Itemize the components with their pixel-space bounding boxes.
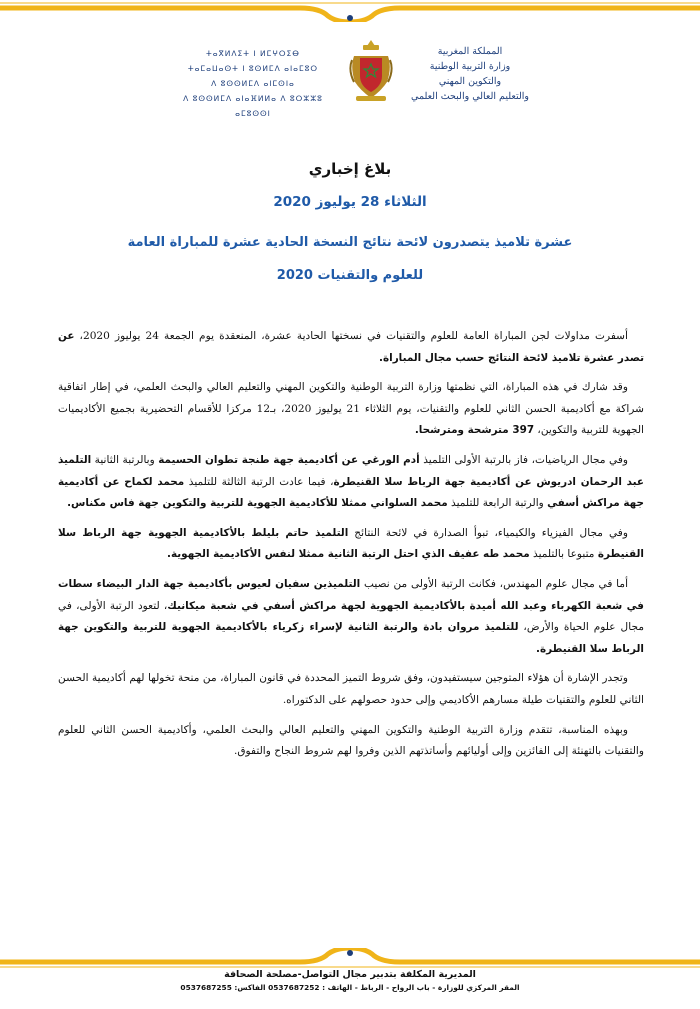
text: وبالرتبة الثانية [91,453,159,466]
tifinagh-line: ⵜⴰⵎⴰⵡⴰⵙⵜ ⵏ ⵓⵙⵍⵎⴷ ⴰⵏⴰⵎⵓⵔ [187,64,319,73]
press-release-body [58,326,644,771]
footer-contact [120,968,580,995]
bold-text: التلميذ عبد الرحمان ادريوش عن أكاديمية جهة الرباط سلا القنيطرة [58,453,645,488]
paragraph-engineering [58,574,644,660]
tifinagh-line: ⴷ ⵓⵙⵙⵍⵎⴷ ⴰⵏⵎⵙⵏⴰ [211,79,295,88]
text: ، فيما عادت الرتبة الثالثة للتلميذ [184,475,334,488]
document-date: الثلاثاء 28 يوليوز 2020 [273,194,427,210]
arabic-line: والتعليم العالي والبحث العلمي [411,91,529,102]
document-titles [60,160,640,292]
tifinagh-ministry-name [168,46,338,121]
paragraph-scholarship: وتجدر الإشارة أن هؤلاء المتوجين سيستفيدون، وفق شروط التميز المحددة في قانون المباراة، من منحة تخولها لهم أكاديمية الحسن الثاني للعلوم والتقنيات طيلة مسارهم الأكاديمي وإلى حدود حصولهم على الدكتوراه. [58,672,644,706]
document-headline [60,226,640,292]
top-border-frame [0,0,700,22]
paragraph-congratulations: وبهذه المناسبة، تتقدم وزارة التربية الوطنية والتكوين المهني والتعليم العالي والبحث العلمي، وأكاديمية الحسن الثاني للعلوم والتقنيات بالتهنئة إلى الفائزين وإلى أوليائهم وأساتذتهم الذين وفروا لهم شروط النجاح والتفوق. [58,723,644,758]
paragraph-physics [58,523,644,566]
text: ، لتعود الرتبة الأولى، في مجال علوم الحياة والأرض، [58,599,644,634]
bold-text: للتلميذ مروان بادة والرتبة الثانية لإسراء زكرياء بالأكاديمية الجهوية للتربية والتكوين جهة الرباط سلا القنيطرة. [58,621,644,655]
tifinagh-line: ⵜⴰⴳⵍⴷⵉⵜ ⵏ ⵍⵎⵖⵔⵉⴱ [206,49,300,58]
footer-address: المقر المركزي للوزارة - باب الرواح - الرباط - الهاتف : 0537687252 الفاكس: 0537687255 [180,983,520,992]
paragraph-participation [58,377,644,442]
letterhead [0,38,700,118]
text: وفي مجال الفيزياء والكيمياء، تبوأ الصدارة في لائحة النتائج [348,526,628,539]
bold-text: التلميذين سفيان لعيوس بأكاديمية جهة الدار البيضاء سطات في شعبة الكهرباء وعبد الله أميدة بالأكاديمية الجهوية لجهة مراكش أسفي في شعبة ميكانيك [58,577,644,612]
text: أما في مجال علوم المهندس، فكانت الرتبة الأولى من نصيب [360,577,629,590]
arabic-ministry-name [400,44,540,104]
paragraph-intro [58,326,644,369]
bold-text: عن تصدر عشرة تلاميذ لائحة النتائج حسب مجال المباراة. [58,330,644,364]
headline-line-2: للعلوم والتقنيات 2020 [276,268,424,283]
bottom-border-frame [0,948,700,970]
text: وقد شارك في هذه المباراة، التي نظمتها وزارة التربية الوطنية والتكوين المهني والتعليم العالي والبحث العلمي، في إطار اتفاقية شراكة مع أكاديمية الحسن الثاني للعلوم والتقنيات، يوم الثلاثاء 21 يوليوز 2020، بـ12 مركزا للأقسام التحضيرية بجميع الأكاديميات الجهوية للتربية والتكوين، [58,381,645,437]
bold-text: محمد لكماح عن أكاديمية جهة مراكش أسفي [58,475,644,510]
bold-text: 397 مترشحة ومترشحا. [414,424,535,437]
text: والرتبة الرابعة للتلميذ [447,497,548,510]
headline-line-1: عشرة تلاميذ يتصدرون لائحة نتائج النسخة الحادية عشرة للمباراة العامة [127,235,573,250]
arabic-line: المملكة المغربية [437,46,503,57]
text: أسفرت مداولات لجن المباراة العامة للعلوم والتقنيات في نسختها الحادية عشرة، المنعقدة يوم الجمعة 24 يوليوز 2020، [74,330,628,342]
text: وفي مجال الرياضيات، فاز بالرتبة الأولى التلميذ [419,453,628,466]
arabic-line: وزارة التربية الوطنية [429,61,511,72]
tifinagh-line: ⴷ ⵓⵙⵙⵍⵎⴷ ⴰⵏⴰⴼⵍⵍⴰ ⴷ ⵓⵔⵣⵣⵓ ⴰⵎⵓⵙⵙⵏ [183,94,323,118]
document-type-title: بلاغ إخباري [308,160,392,178]
bold-text: التلميذ حاتم بليلط بالأكاديمية الجهوية جهة الرباط سلا القنيطرة [58,526,644,561]
footer-department: المديرية المكلفة بتدبير مجال التواصل-مصلحة الصحافة [224,969,476,980]
moroccan-coat-of-arms-icon [346,38,396,104]
arabic-line: والتكوين المهني [438,76,502,87]
bold-text: محمد طه عفيف الذي احتل الرتبة الثانية ممثلا لنفس الأكاديمية الجهوية. [167,548,530,561]
bold-text: أدم الورغي عن أكاديمية جهة طنجة تطوان الحسيمة [158,453,420,466]
bold-text: محمد السلواني ممثلا للأكاديمية الجهوية للتربية والتكوين جهة فاس مكناس. [67,497,448,510]
text: متبوعا بالتلميذ [529,548,598,561]
paragraph-mathematics [58,450,644,515]
